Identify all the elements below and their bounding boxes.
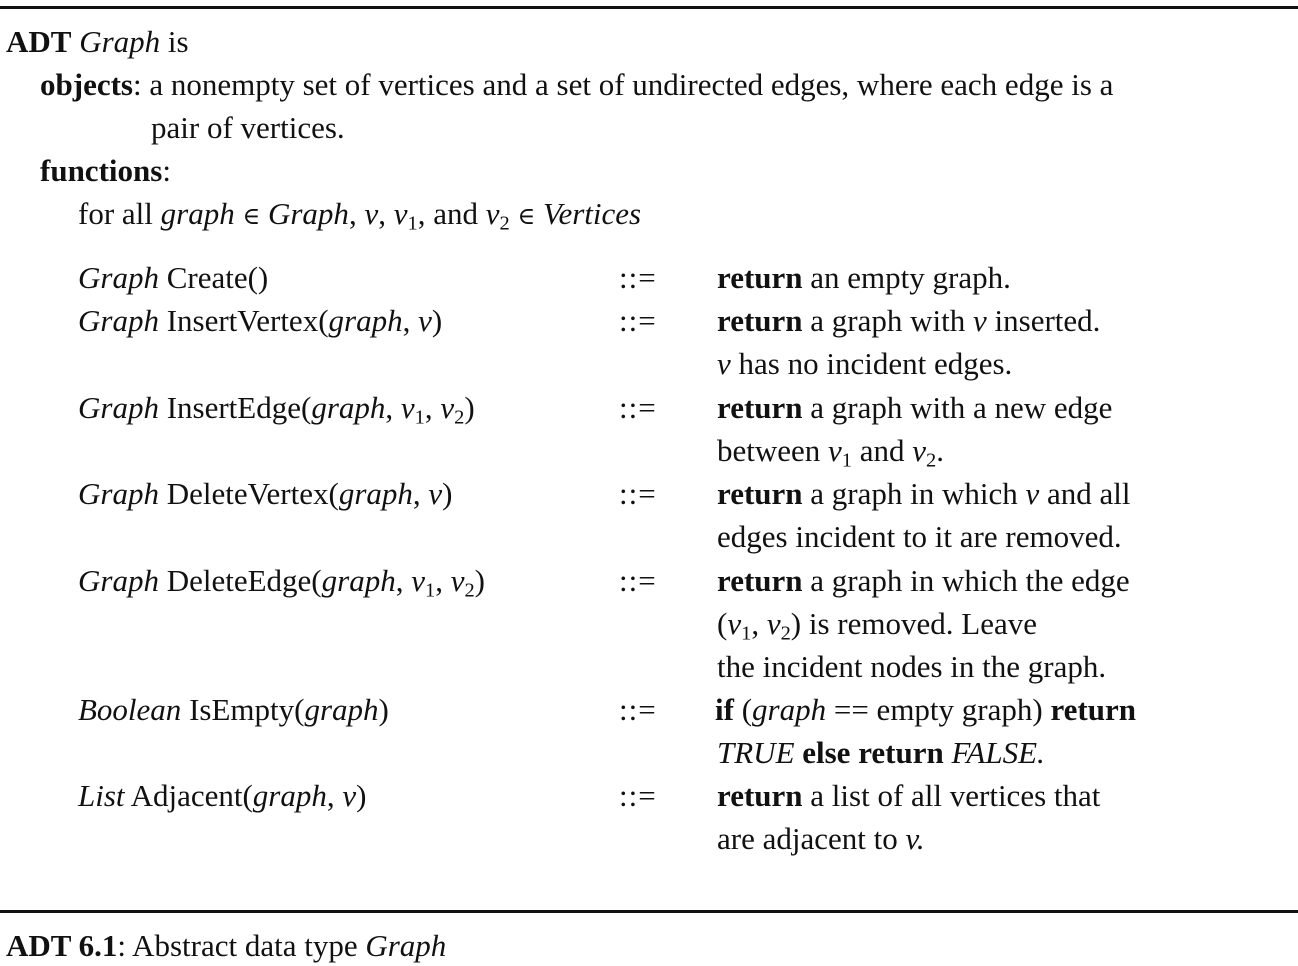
desc-isempty-1: if (graph == empty graph) return <box>715 692 1136 727</box>
adt-is: is <box>167 24 189 59</box>
operator-adjacent: ::= <box>619 778 657 813</box>
operator-deleteedge: ::= <box>619 563 657 598</box>
function-signature-adjacent: List Adjacent(graph, v) <box>78 778 367 813</box>
function-signature-isempty: Boolean IsEmpty(graph) <box>78 692 389 727</box>
operator-insertvertex: ::= <box>619 303 657 338</box>
operator-deletevertex: ::= <box>619 476 657 511</box>
desc-deletevertex-2: edges incident to it are removed. <box>717 519 1122 554</box>
desc-insertvertex-1: return a graph with v inserted. <box>717 303 1101 338</box>
functions-heading <box>40 155 171 186</box>
adt-name: Graph <box>79 24 161 59</box>
desc-deleteedge-2: ($v_1$, $v_2$) is removed. Leave <box>717 606 1037 645</box>
function-signature-insertvertex: Graph InsertVertex(graph, v) <box>78 303 443 338</box>
desc-isempty-2: TRUE else return FALSE. <box>717 735 1045 770</box>
function-signature-insertedge: Graph InsertEdge(graph, $v_1$, $v_2$) <box>78 390 475 429</box>
objects-line-1 <box>40 69 1113 100</box>
function-signature-create: Graph Create() <box>78 260 269 295</box>
function-signature-deleteedge: Graph DeleteEdge(graph, $v_1$, $v_2$) <box>78 563 485 602</box>
objects-text-2: pair of vertices. <box>151 110 345 145</box>
desc-insertedge-2: between $v_1$ and $v_2$. <box>717 433 945 472</box>
top-rule <box>0 6 1298 9</box>
functions-colon: : <box>162 153 171 188</box>
desc-insertedge-1: return a graph with a new edge <box>717 390 1113 425</box>
desc-deleteedge-3: the incident nodes in the graph. <box>717 649 1107 684</box>
forall-line: for all graph ∈ Graph, v, $v_1$, and $v_2$ ∈ Vertices <box>78 196 642 235</box>
objects-label: objects <box>40 67 133 102</box>
operator-create: ::= <box>619 260 657 295</box>
bottom-rule <box>0 910 1298 913</box>
desc-create: return an empty graph. <box>717 260 1011 295</box>
operator-isempty: ::= <box>619 692 657 727</box>
desc-insertvertex-2: v has no incident edges. <box>717 346 1013 381</box>
function-signature-deletevertex: Graph DeleteVertex(graph, v) <box>78 476 453 511</box>
caption-text: : Abstract data type <box>117 928 358 963</box>
desc-deleteedge-1: return a graph in which the edge <box>717 563 1130 598</box>
adt-header <box>6 26 189 57</box>
functions-label: functions <box>40 153 163 188</box>
caption-name: Graph <box>365 928 447 963</box>
desc-adjacent-1: return a list of all vertices that <box>717 778 1101 813</box>
objects-line-2 <box>151 112 345 143</box>
desc-adjacent-2: are adjacent to v. <box>717 821 925 856</box>
adt-keyword: ADT <box>6 24 72 59</box>
caption-label: ADT 6.1 <box>6 928 118 963</box>
operator-insertedge: ::= <box>619 390 657 425</box>
caption <box>6 930 446 961</box>
desc-deletevertex-1: return a graph in which v and all <box>717 476 1131 511</box>
objects-text-1: : a nonempty set of vertices and a set of undirected edges, where each edge is a <box>132 67 1114 102</box>
